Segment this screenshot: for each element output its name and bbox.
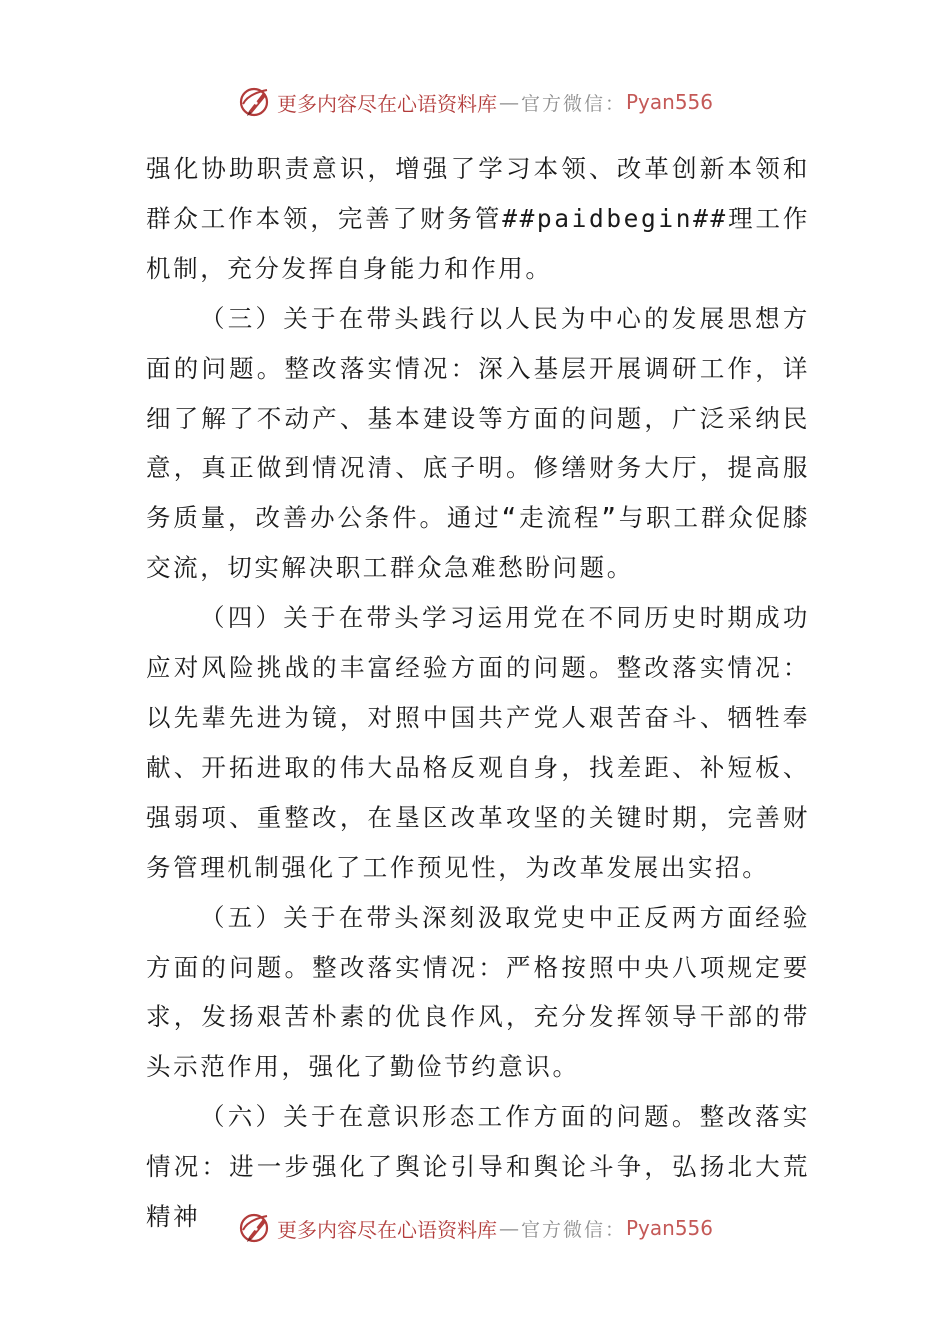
paragraph-continued: 强化协助职责意识，增强了学习本领、改革创新本领和群众工作本领，完善了财务管##paidbegin##理工作机制，充分发挥自身能力和作用。 (146, 154, 810, 283)
paragraph-section-6: （六）关于在意识形态工作方面的问题。整改落实情况：进一步强化了舆论引导和舆论斗争，弘扬北大荒精神 (146, 1102, 810, 1232)
paragraph-section-3: （三）关于在带头践行以人民为中心的发展思想方面的问题。整改落实情况：深入基层开展调研工作，详细了解了不动产、基本建设等方面的问题，广泛采纳民意，真正做到情况清、底子明。修缮财务大厅，提高服务质量，改善办公条件。通过“走流程”与职工群众促膝交流，切实解决职工群众急难愁盼问题。 (146, 303, 810, 583)
watermark-text (277, 88, 713, 117)
watermark-wechat-label: 官方微信： (520, 92, 626, 115)
watermark-wechat-id: Pyan556 (626, 90, 714, 114)
watermark-brand: 更多内容尽在心语资料库 (276, 91, 497, 116)
paragraph-section-4: （四）关于在带头学习运用党在不同历史时期成功应对风险挑战的丰富经验方面的问题。整改落实情况：以先辈先进为镜，对照中国共产党人艰苦奋斗、牺牲奉献、开拓进取的伟大品格反观自身，找差距、补短板、强弱项、重整改，在垦区改革攻坚的关键时期，完善财务管理机制强化了工作预见性，为改革发展出实招。 (146, 603, 810, 882)
paragraph-section-5: （五）关于在带头深刻汲取党史中正反两方面经验方面的问题。整改落实情况：严格按照中央八项规定要求，发扬艰苦朴素的优良作风，充分发挥领导干部的带头示范作用，强化了勤俭节约意识。 (146, 902, 810, 1082)
header-watermark (0, 80, 950, 124)
pen-logo-icon (237, 1210, 273, 1246)
watermark-dash: — (498, 90, 519, 114)
footer-watermark (0, 1206, 950, 1250)
watermark-wechat-label: 官方微信： (520, 1218, 626, 1241)
watermark-wechat-id: Pyan556 (626, 1216, 714, 1240)
watermark-brand: 更多内容尽在心语资料库 (276, 1217, 497, 1242)
document-body (146, 144, 810, 1242)
watermark-dash: — (498, 1216, 519, 1240)
watermark-text (277, 1214, 713, 1243)
pen-logo-icon (237, 84, 273, 120)
